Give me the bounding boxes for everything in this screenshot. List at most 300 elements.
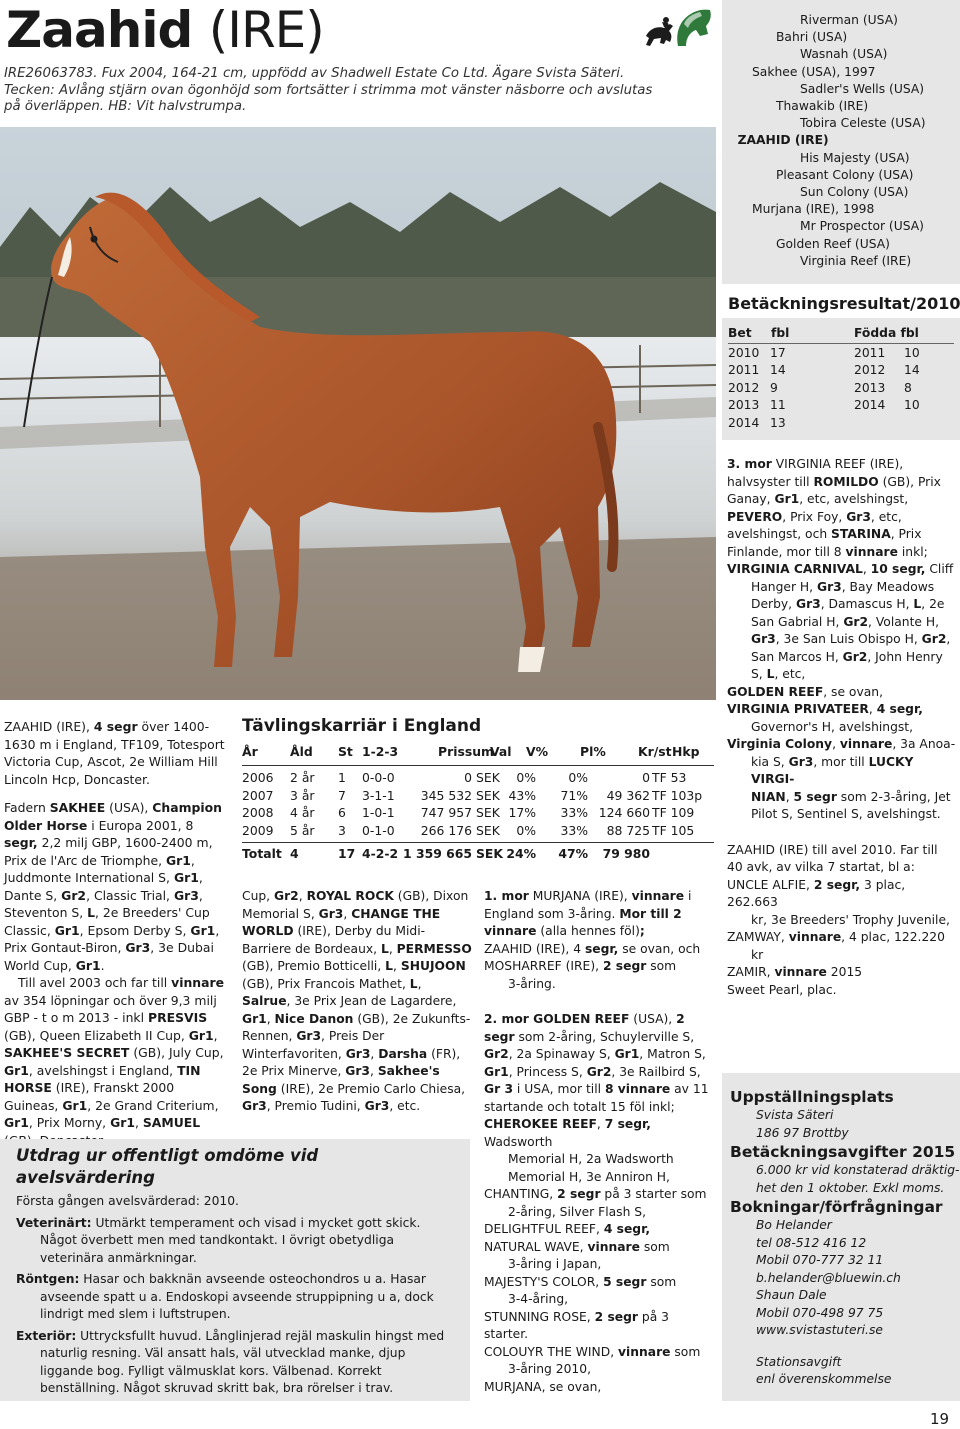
text-run: NIAN [751,789,786,804]
text-run: , Prix Gontaut-Biron, [4,922,220,955]
text-run: (GB), Prix Francois Mathet, [242,976,410,991]
text-run: , Dante S, [4,870,203,903]
dam-2-offspring [484,1379,714,1397]
race-cell: 5 år [290,822,315,838]
race-header-cell: Kr/st [638,744,672,759]
text-run: Gr 3 [484,1082,513,1096]
race-cell: TF 103p [652,787,703,803]
text-run: , 4 plac, 122.220 [841,930,945,944]
evaluation-text: Hasar och bakknän avseende osteochondros u a. Hasar avseende spatt u a. Endoskopi avseende struppipning u a, dock lindrigt med slem i luftstrupen. [40,1272,434,1321]
text-run: Gr2 [274,889,299,903]
text-run: Wadsworth [484,1134,553,1149]
text-run: , 3e Dubai World Cup, [4,940,214,973]
text-run: Gr1 [774,492,800,506]
race-cell: 2009 [242,822,274,838]
text-run: , [213,1027,218,1043]
dam-2-offspring [484,1274,714,1292]
text-run: UNCLE ALFIE, [727,877,814,892]
race-cell: 0 [642,770,650,785]
horse-origin: (IRE) [208,1,324,59]
page-title [6,2,324,58]
sire-offspring-continued [242,888,472,1116]
text-run: , Bay Meadows [841,579,935,594]
text-run: Gr1 [110,1115,135,1130]
text-run: CHANGE THE WORLD [242,906,441,938]
race-cell: 47% [558,846,588,861]
text-run: ZAMIR, [727,965,775,979]
text-run: , 3e San Luis Obispo H, [775,632,922,646]
text-run: . [100,957,105,973]
dam-2-offspring-cont: Memorial H, 3e Anniron H, [508,1169,670,1184]
text-run: VIRGINIA PRIVATEER [727,702,869,716]
text-run: PEVERO [727,509,783,524]
race-total-row [242,846,714,868]
text-run: L [380,941,389,956]
text-run: Gr2 [921,632,947,646]
dam-1-para [484,888,714,941]
text-run: Hanger H, [751,579,817,594]
text-run: SAKHEE'S SECRET [4,1045,130,1060]
text-run: , [785,789,794,804]
dam-3-offspring [727,736,957,754]
fee-line: 6.000 kr vid konstaterad dräktig- [756,1163,960,1177]
text-run: , 3e Prix Jean de Lagardere, [286,994,457,1008]
text-run: VIRGINIA CARNIVAL [727,562,863,576]
dam-3-offspring-cont [727,806,957,824]
text-run: San Gabrial H, [751,614,844,629]
text-run: L [409,976,418,991]
text-run: Gr1 [4,1062,29,1078]
text-run: , [298,889,307,903]
text-run: , [388,941,397,956]
dam-2-offspring [484,1186,714,1204]
race-career-title: Tävlingskarriär i England [242,716,482,736]
dam-3-offspring-cont [727,754,957,789]
race-cell: 33% [560,805,588,820]
text-run: Gr3 [242,1099,267,1113]
dam-2-offspring [484,1239,714,1257]
text-run: , [862,562,871,576]
pedigree-line: Golden Reef (USA) [776,236,890,251]
text-run: STUNNING ROSE, [484,1309,595,1324]
dam-3-offspring [727,701,957,719]
breeding-cell: 2012 [854,363,886,378]
text-run: , etc, avelshingst, och [727,509,902,541]
pedigree-line: His Majesty (USA) [800,150,910,165]
text-run: , se ovan, [823,684,883,699]
text-run: , Prix Foy, [782,509,847,524]
breeding-cell: 2013 [728,398,760,413]
text-run: se ovan, och [618,941,701,956]
text-run: Gr1 [165,852,191,868]
breeding-cell: 10 [904,398,920,413]
text-run: , [134,1115,143,1130]
race-cell: 17 [338,846,356,861]
text-run: GOLDEN REEF [727,684,824,699]
text-run: av 354 löpningar och över 9,3 milj GBP - t o m 2013 - inkl [4,992,217,1025]
race-summary-bold: 4 segr [93,719,138,734]
text-run: (USA), [105,800,153,815]
text-run: Gr3 [846,509,871,524]
text-run: Nice Danon [274,1011,354,1026]
text-run: , [343,906,352,921]
text-run: Gr1 [614,1047,640,1061]
text-run: , 2e Grand Criterium, [87,1097,219,1113]
evaluation-text: Utmärkt temperament och visad i mycket gott skick. Något överbett men med tandkontakt. I övrigt obetydliga veterinära anmärkningar. [40,1215,421,1265]
evaluation-blocks [16,1215,460,1398]
race-cell: 747 957 [420,805,472,820]
dam-2-offspring-cont: 2-åring, Silver Flash S, [508,1204,646,1219]
dam-2-para [484,1011,714,1116]
text-run: NATURAL WAVE, [484,1239,588,1254]
text-run: Gr2 [843,614,869,629]
text-run: COLOUYR THE WIND, [484,1344,619,1359]
race-cell: 33% [560,822,588,838]
dam-3-offspring [727,684,957,702]
text-run: MURJANA, se ovan, [484,1379,602,1394]
breeding-cell: 14 [904,363,920,378]
text-run: Sakhee's Song [242,1064,440,1096]
text-run: , [266,1011,275,1026]
text-run: L [385,959,394,973]
race-header-cell: Hkp [672,744,700,759]
race-cell: 3 [338,822,346,838]
race-cell: 17% [508,805,536,820]
dam-3-offspring-cont [727,614,957,632]
text-run: av 11 startande och totalt 15 föl inkl; [484,1082,709,1114]
evaluation-label: Exteriör: [16,1328,77,1343]
stud-para [727,842,957,877]
text-run: S, [751,667,767,681]
pedigree-line: Riverman (USA) [800,13,898,27]
text-run: Gr1 [188,1027,214,1043]
text-run: Gr2 [842,649,868,664]
text-run: , [393,959,401,973]
text-run: Gr1 [190,922,216,938]
text-run: i Europa 2001, 8 [87,817,194,833]
race-cell: 2 år [290,770,315,785]
text-run: , Preis Der Winterfavoriten, [242,1029,385,1061]
text-run: Virginia Colony [727,737,833,751]
breeding-results-title: Betäckningsresultat/2010 [728,294,960,313]
breeding-cell: 2013 [854,380,886,395]
booking-line: tel 08-512 416 12 [756,1235,867,1250]
text-run: på 3 starter. [484,1309,669,1341]
breeding-cell: 14 [770,363,786,378]
race-cell: TF 53 [652,770,687,785]
evaluation-box [0,1139,470,1401]
race-summary-lead: ZAAHID (IRE), [4,719,94,734]
text-run: (GB), 2e Zukunfts-Rennen, [242,1011,471,1043]
text-run: 7 segr, [604,1117,651,1131]
text-run: 3. mor [727,457,772,471]
text-run: Gr3 [125,940,151,955]
text-run: i USA, mor till [513,1082,605,1096]
race-career-table [242,744,714,868]
text-run: Champion Older Horse [4,800,222,833]
text-run: som [639,1239,670,1254]
text-run: Till avel 2003 och far till [18,975,172,990]
fee-line: het den 1 oktober. Exkl moms. [756,1180,945,1195]
text-run: Gr3 [345,1046,371,1061]
dam-2-offspring [484,1116,714,1151]
text-run: ZAAHID (IRE) till avel 2010. Far till 40 avk, av vilka 7 startat, bl a: [727,842,938,874]
text-run: (GB), Queen Elizabeth II Cup, [4,1027,189,1043]
breeding-cell: 11 [770,398,786,413]
text-run: , Juddmonte International S, [4,852,195,885]
race-cell: 1 [338,770,346,785]
text-run: , 3a Anoa- [892,737,956,751]
text-run: Gr2 [586,1064,612,1079]
pedigree-line: ZAAHID (IRE) [737,133,829,148]
booking-title: Bokningar/förfrågningar [730,1198,943,1216]
race-cell: SEK [476,805,500,820]
text-run: LUCKY VIRGI- [751,754,914,786]
text-run: Sweet Pearl, plac. [727,982,837,997]
text-run: segr, [4,835,38,850]
text-run: DELIGHTFUL REEF, [484,1222,604,1236]
pedigree-line: Wasnah (USA) [800,47,888,62]
race-cell: SEK [476,846,503,861]
text-run: Cup, [242,889,275,903]
text-run: vinnare [839,737,893,751]
race-header-cell: St [338,744,353,759]
dam-3-para [727,456,957,561]
text-run: L [913,597,922,611]
race-row [242,788,714,806]
race-cell: 0 [464,770,472,785]
text-run: , Damascus H, [820,597,914,611]
breeding-cell: 2011 [728,363,760,378]
breeding-cell: 13 [770,415,786,430]
text-run: , Epsom Derby S, [79,922,191,938]
stand-line: Svista Säteri [756,1108,834,1122]
pedigree-line: Thawakib (IRE) [776,99,869,114]
race-cell: 2007 [242,787,274,803]
sire-description [4,799,226,974]
race-cell: 1 359 665 [403,846,472,861]
stud-offspring [727,982,957,1000]
breeding-cell: 2012 [728,380,760,395]
header-fodda: Födda fbl [854,326,919,340]
text-run: 2 segr [484,1012,685,1044]
race-cell: 24% [506,846,536,861]
text-run: vinnare [587,1239,640,1254]
dam-2-offspring [484,1309,714,1344]
booking-website-link[interactable]: www.svistastuteri.se [756,1323,883,1337]
race-cell: 1-0-1 [362,805,395,820]
dam-1-offspring [484,958,714,976]
race-cell: 88 725 [606,822,650,838]
breeding-cell: 2014 [854,398,886,413]
text-run: MAJESTY'S COLOR, [484,1274,604,1289]
text-run: , 3e Railbird S, [611,1064,701,1079]
race-cell: 7 [338,787,346,803]
text-run: ZAMWAY, [727,930,789,944]
text-run: VIRGINIA REEF (IRE), halvsyster till [727,457,904,489]
stand-title: Uppställningsplats [730,1088,894,1106]
text-run: (GB), Dixon Memorial S, [242,889,469,921]
text-run: Gr3 [296,1029,322,1043]
race-cell: 0-1-0 [362,822,395,838]
text-run: , 2e Breeders' Cup Classic, [4,905,210,938]
pedigree-line: Virginia Reef (IRE) [800,253,912,268]
horse-head-jockey-logo-icon [640,6,716,52]
text-run: , 2e [921,597,945,611]
dam-2-offspring [484,1344,714,1362]
text-run: , [946,632,951,646]
text-run: 4 segr, [876,702,923,716]
text-run: 4 segr, [603,1222,651,1236]
breeding-cell: 2010 [728,346,760,360]
text-run: San Marcos H, [751,649,843,664]
text-run: 2 segr, [813,877,861,892]
pedigree-line: Bahri (USA) [776,30,848,45]
evaluation-block [16,1271,460,1324]
race-cell: SEK [476,787,500,803]
text-run: ZAAHID (IRE), 4 [484,941,585,956]
text-run: Gr3 [796,597,821,611]
race-cell: Totalt [242,846,282,861]
text-run: , [596,1117,605,1131]
text-run: Gr3 [751,632,776,646]
text-run: ROMILDO [813,474,879,489]
text-run: PERMESSO [396,941,472,956]
breeding-row [728,398,954,415]
fee-note: Stationsavgift [756,1354,842,1369]
sire-offspring [4,974,226,1149]
breeding-results-rows [728,346,954,433]
dam-3-offspring-cont [727,596,957,614]
text-run: 2. mor GOLDEN REEF [484,1012,630,1026]
text-run: Governor's H, avelshingst, [751,719,914,734]
text-run: Gr1 [173,870,199,885]
text-run: (GB), Premio Botticelli, [242,959,386,973]
dam-line-right [727,456,957,999]
text-run: 3 plac, 262.663 [727,877,906,909]
pedigree-line: Sakhee (USA), 1997 [752,64,876,79]
page-number: 19 [930,1410,950,1428]
breeding-results-table [722,318,960,440]
race-cell: 71% [560,787,588,803]
text-run: Salrue [242,994,287,1008]
race-cell: SEK [476,770,500,785]
text-run: Cliff [925,562,954,576]
race-header-cell: Pl% [580,744,606,759]
text-run: Fadern [4,800,50,815]
text-run: Gr1 [4,1115,29,1130]
text-run: Gr3 [345,1064,370,1078]
text-run: , Prix Morny, [28,1115,111,1130]
dam-3-offspring-cont [727,719,957,737]
text-run: , Princess S, [508,1064,587,1079]
text-run: SHUJOON [400,959,466,973]
race-cell: 6 [338,805,346,820]
booking-line: Bo Helander [756,1218,832,1232]
pedigree-line: Sadler's Wells (USA) [800,81,925,96]
text-run: , Prix Finlande, mor till 8 [727,527,922,559]
text-run: som [670,1344,701,1359]
text-run: , [417,976,422,991]
stud-offspring [727,877,957,912]
breeding-row [728,381,954,398]
evaluation-block [16,1328,460,1398]
breeding-row [728,363,954,380]
text-run: , [370,1046,379,1061]
text-run: STARINA [831,527,891,541]
dam-3-offspring-cont [727,631,957,649]
text-run: 10 segr, [870,562,926,576]
text-run: Gr3 [816,579,842,594]
text-run: , mor till [813,754,869,769]
breeding-cell: 9 [770,380,778,395]
evaluation-label: Veterinärt: [16,1215,92,1230]
pedigree-line: Pleasant Colony (USA) [776,167,914,182]
dam-line-middle [484,888,714,1396]
race-cell: 4 år [290,805,315,820]
race-summary [4,718,226,1149]
stud-info-box [722,1073,960,1401]
text-run: , Classic Trial, [86,887,174,903]
pedigree-line: Tobira Celeste (USA) [800,116,926,131]
dam-3-offspring-cont [727,789,957,807]
text-run: på 3 starter som [600,1187,707,1201]
text-run: PRESVIS [147,1010,208,1025]
text-run: (FR), 2e Prix Minerve, [242,1046,461,1078]
race-cell: 79 980 [602,846,650,861]
text-run: vinnare [171,975,224,990]
race-row [242,770,714,788]
text-run: som [646,959,677,973]
booking-email-link[interactable]: b.helander@bluewin.ch [756,1270,901,1285]
text-run: MURJANA (IRE), [528,889,632,903]
text-run: , avelshingst i England, [28,1062,178,1078]
race-header-cell: 1-2-3 [362,744,399,759]
text-run: , 2a Spinaway S, [508,1047,615,1061]
text-run: L [87,905,96,920]
stud-offspring [727,964,957,982]
text-run: 2 segr [602,959,647,973]
race-summary-para-1 [4,718,226,788]
race-cell: 2006 [242,770,274,785]
text-run: Gr1 [62,1097,88,1113]
text-run: , Premio Tudini, [266,1099,365,1113]
text-run: , [868,702,877,716]
text-run: , Steventon S, [4,887,203,920]
stand-line: 186 97 Brottby [756,1125,849,1140]
race-cell: 3-1-1 [362,787,395,803]
race-header-cell: Val [490,744,512,759]
breeding-cell: 10 [904,346,920,360]
horse-photo [0,127,716,700]
text-run: 2,2 milj GBP, 1600-2400 m, Prix de l'Arc de Triomphe, [4,835,213,868]
evaluation-first-date: Första gången avelsvärderad: 2010. [16,1194,239,1208]
text-run: ROYAL ROCK [306,889,394,903]
text-run: ; [639,924,645,938]
text-run: Mor till 2 vinnare [484,906,682,938]
text-run: , [369,1064,378,1078]
race-cell: 0% [568,770,588,785]
text-run: (USA), [629,1012,677,1026]
text-run: vinnare [774,965,827,979]
dam-2-offspring-cont: Memorial H, 2a Wadsworth [508,1152,674,1166]
stud-offspring [727,929,957,947]
text-run: CHANTING, [484,1187,558,1201]
text-run: segr, [584,941,619,956]
race-summary-rest: över 1400-1630 m i England, TF109, Totesport Victoria Cup, Ascot, 2e William Hill Lincoln Hcp, Doncaster. [4,719,225,787]
breeding-row [728,346,954,363]
header-fbl: fbl [771,326,790,340]
